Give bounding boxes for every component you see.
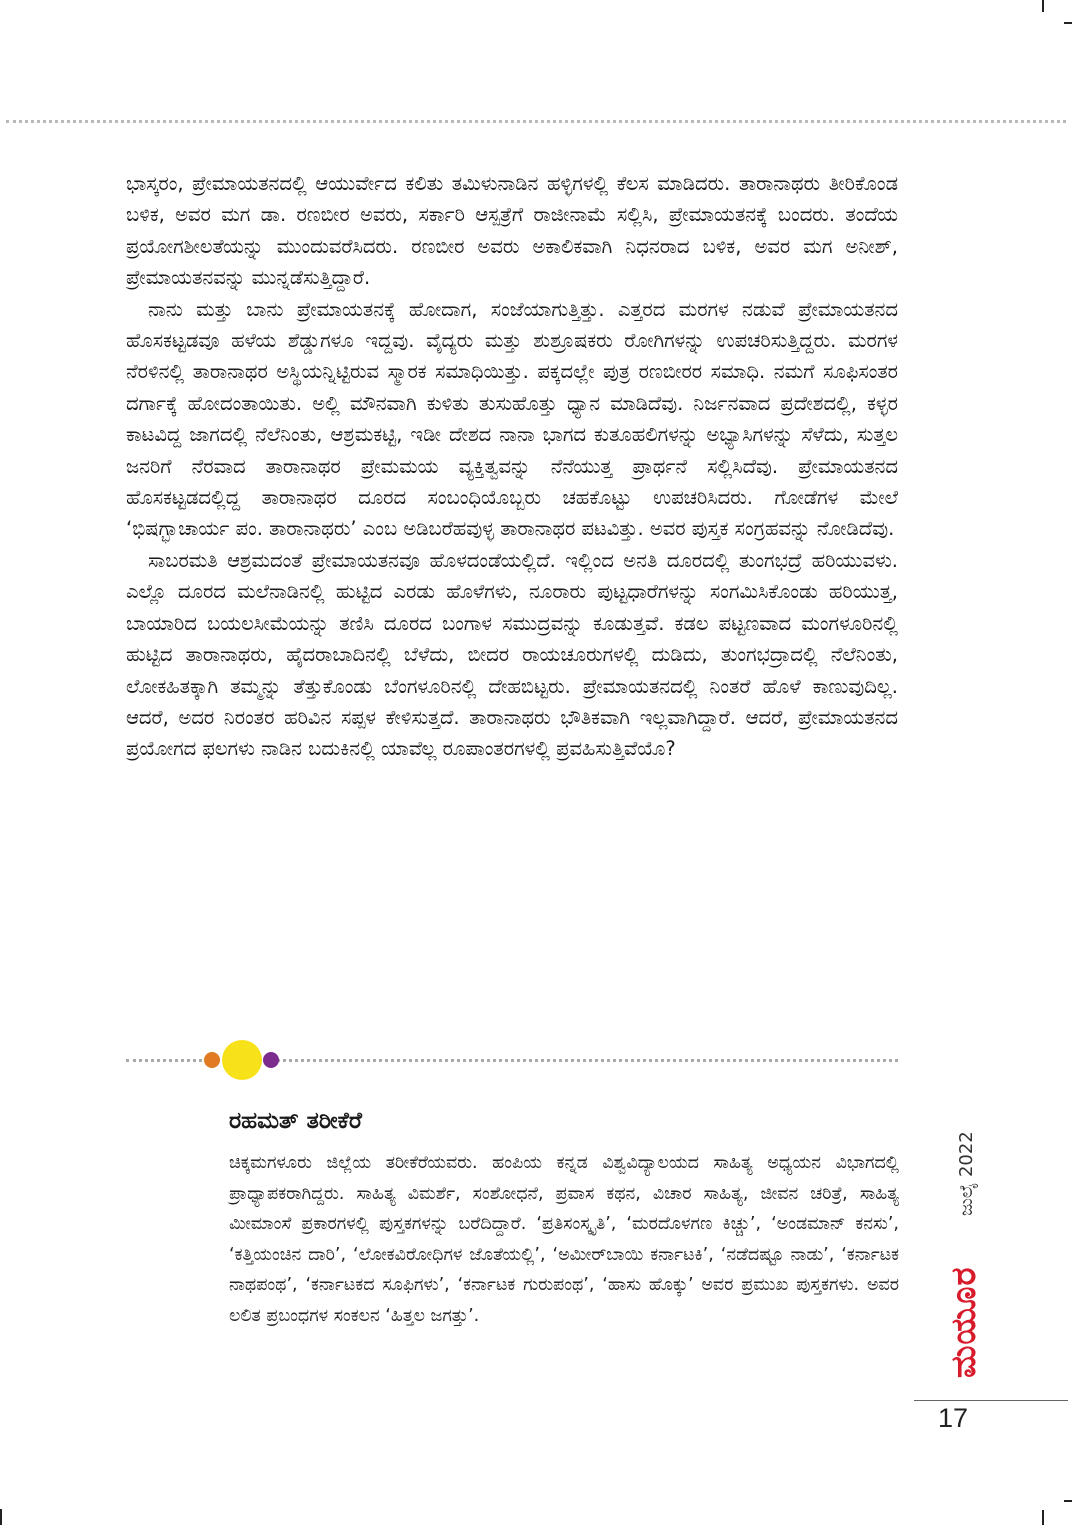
author-bio-block [229,1106,899,1331]
author-bio-text: ಚಿಕ್ಕಮಗಳೂರು ಜಿಲ್ಲೆಯ ತರೀಕೆರೆಯವರು. ಹಂಪಿಯ ಕನ್ನಡ ವಿಶ್ವವಿದ್ಯಾಲಯದ ಸಾಹಿತ್ಯ ಅಧ್ಯಯನ ವಿಭಾಗದಲ್ಲಿ ಪ್ರಾಧ್ಯಾಪಕರಾಗಿದ್ದರು. ಸಾಹಿತ್ಯ ವಿಮರ್ಶೆ, ಸಂಶೋಧನೆ, ಪ್ರವಾಸ ಕಥನ, ವಿಚಾರ ಸಾಹಿತ್ಯ, ಜೀವನ ಚರಿತ್ರೆ, ಸಾಹಿತ್ಯ ಮೀಮಾಂಸೆ ಪ್ರಕಾರಗಳಲ್ಲಿ ಪುಸ್ತಕಗಳನ್ನು ಬರೆದಿದ್ದಾರೆ. ‘ಪ್ರತಿಸಂಸ್ಕೃತಿ’, ‘ಮರದೊಳಗಣ ಕಿಚ್ಚು’, ‘ಅಂಡಮಾನ್ ಕನಸು’, ‘ಕತ್ತಿಯಂಚಿನ ದಾರಿ’, ‘ಲೋಕವಿರೋಧಿಗಳ ಜೊತೆಯಲ್ಲಿ’, ‘ಅಮೀರ್‌ಬಾಯಿ ಕರ್ನಾಟಕಿ’, ‘ನಡೆದಷ್ಟೂ ನಾಡು’, ‘ಕರ್ನಾಟಕ ನಾಥಪಂಥ’, ‘ಕರ್ನಾಟಕದ ಸೂಫಿಗಳು’, ‘ಕರ್ನಾಟಕ ಗುರುಪಂಥ’, ‘ಹಾಸು ಹೊಕ್ಕು’ ಅವರ ಪ್ರಮುಖ ಪುಸ್ತಕಗಳು. ಅವರ ಲಲಿತ ಪ್ರಬಂಧಗಳ ಸಂಕಲನ ‘ಹಿತ್ತಲ ಜಗತ್ತು’. [229,1153,899,1326]
top-dotted-rule [6,120,1066,123]
crop-mark [1064,22,1072,24]
article-paragraph: ಸಾಬರಮತಿ ಆಶ್ರಮದಂತೆ ಪ್ರೇಮಾಯತನವೂ ಹೊಳದಂಡೆಯಲ್ಲಿದೆ. ಇಲ್ಲಿಂದ ಅನತಿ ದೂರದಲ್ಲಿ ತುಂಗಭದ್ರೆ ಹರಿಯುವಳು. ಎಲ್ಲೊ ದೂರದ ಮಲೆನಾಡಿನಲ್ಲಿ ಹುಟ್ಟಿದ ಎರಡು ಹೊಳೆಗಳು, ನೂರಾರು ಪುಟ್ಟಧಾರೆಗಳನ್ನು ಸಂಗಮಿಸಿಕೊಂಡು ಹರಿಯುತ್ತ, ಬಾಯಾರಿದ ಬಯಲಸೀಮೆಯನ್ನು ತಣಿಸಿ ದೂರದ ಬಂಗಾಳ ಸಮುದ್ರವನ್ನು ಕೂಡುತ್ತವೆ. ಕಡಲ ಪಟ್ಟಣವಾದ ಮಂಗಳೂರಿನಲ್ಲಿ ಹುಟ್ಟಿದ ತಾರಾನಾಥರು, ಹೈದರಾಬಾದಿನಲ್ಲಿ ಬೆಳೆದು, ಬೀದರ ರಾಯಚೂರುಗಳಲ್ಲಿ ದುಡಿದು, ತುಂಗಭದ್ರಾದಲ್ಲಿ ನೆಲೆನಿಂತು, ಲೋಕಹಿತಕ್ಕಾಗಿ ತಮ್ಮನ್ನು ತೆತ್ತುಕೊಂಡು ಬೆಂಗಳೂರಿನಲ್ಲಿ ದೇಹಬಿಟ್ಟರು. ಪ್ರೇಮಾಯತನದಲ್ಲಿ ನಿಂತರೆ ಹೊಳೆ ಕಾಣುವುದಿಲ್ಲ. ಆದರೆ, ಅದರ ನಿರಂತರ ಹರಿವಿನ ಸಪ್ಪಳ ಕೇಳಿಸುತ್ತದೆ. ತಾರಾನಾಥರು ಭೌತಿಕವಾಗಿ ಇಲ್ಲವಾಗಿದ್ದಾರೆ. ಆದರೆ, ಪ್ರೇಮಾಯತನದ ಪ್ರಯೋಗದ ಫಲಗಳು ನಾಡಿನ ಬದುಕಿನಲ್ಲಿ ಯಾವೆಲ್ಲ ರೂಪಾಂತರಗಳಲ್ಲಿ ಪ್ರವಹಿಸುತ್ತಿವೆಯೊ? [126,548,898,761]
orange-dot-icon [204,1052,220,1068]
crop-mark [1064,1500,1072,1502]
page-number-rule [914,1400,1068,1401]
article-body [126,168,898,765]
magazine-name: ಮಯೂರ [944,1266,984,1378]
author-name: ರಹಮತ್ ತರೀಕೆರೆ [229,1108,362,1134]
article-paragraph: ಭಾಸ್ಕರಂ, ಪ್ರೇಮಾಯತನದಲ್ಲಿ ಆಯುರ್ವೇದ ಕಲಿತು ತಮಿಳುನಾಡಿನ ಹಳ್ಳಿಗಳಲ್ಲಿ ಕೆಲಸ ಮಾಡಿದರು. ತಾರಾನಾಥರು ತೀರಿಕೊಂಡ ಬಳಿಕ, ಅವರ ಮಗ ಡಾ. ರಣಬೀರ ಅವರು, ಸರ್ಕಾರಿ ಆಸ್ಪತ್ರೆಗೆ ರಾಜೀನಾಮೆ ಸಲ್ಲಿಸಿ, ಪ್ರೇಮಾಯತನಕ್ಕೆ ಬಂದರು. ತಂದೆಯ ಪ್ರಯೋಗಶೀಲತೆಯನ್ನು ಮುಂದುವರೆಸಿದರು. ರಣಬೀರ ಅವರು ಅಕಾಲಿಕವಾಗಿ ನಿಧನರಾದ ಬಳಿಕ, ಅವರ ಮಗ ಅನೀಶ್, ಪ್ರೇಮಾಯತನವನ್ನು ಮುನ್ನಡೆಸುತ್ತಿದ್ದಾರೆ. [126,172,898,290]
issue-month: ಜುಲೈ 2022 [956,1131,977,1216]
section-divider [126,1040,898,1080]
yellow-dot-icon [222,1040,262,1080]
crop-mark [1042,1510,1044,1525]
crop-mark [0,1509,2,1525]
crop-mark [1042,0,1044,12]
page-number: 17 [938,1403,969,1433]
purple-dot-icon [263,1052,279,1068]
article-paragraph: ನಾನು ಮತ್ತು ಬಾನು ಪ್ರೇಮಾಯತನಕ್ಕೆ ಹೋದಾಗ, ಸಂಜೆಯಾಗುತ್ತಿತ್ತು. ಎತ್ತರದ ಮರಗಳ ನಡುವೆ ಪ್ರೇಮಾಯತನದ ಹೊಸಕಟ್ಟಡವೂ ಹಳೆಯ ಶೆಡ್ಡುಗಳೂ ಇದ್ದವು. ವೈದ್ಯರು ಮತ್ತು ಶುಶ್ರೂಷಕರು ರೋಗಿಗಳನ್ನು ಉಪಚರಿಸುತ್ತಿದ್ದರು. ಮರಗಳ ನೆರಳಿನಲ್ಲಿ ತಾರಾನಾಥರ ಅಸ್ಥಿಯನ್ನಿಟ್ಟಿರುವ ಸ್ಮಾರಕ ಸಮಾಧಿಯಿತ್ತು. ಪಕ್ಕದಲ್ಲೇ ಪುತ್ರ ರಣಬೀರರ ಸಮಾಧಿ. ನಮಗೆ ಸೂಫಿಸಂತರ ದರ್ಗಾಕ್ಕೆ ಹೋದಂತಾಯಿತು. ಅಲ್ಲಿ ಮೌನವಾಗಿ ಕುಳಿತು ತುಸುಹೊತ್ತು ಧ್ಯಾನ ಮಾಡಿದೆವು. ನಿರ್ಜನವಾದ ಪ್ರದೇಶದಲ್ಲಿ, ಕಳ್ಳರ ಕಾಟವಿದ್ದ ಜಾಗದಲ್ಲಿ ನೆಲೆನಿಂತು, ಆಶ್ರಮಕಟ್ಟಿ, ಇಡೀ ದೇಶದ ನಾನಾ ಭಾಗದ ಕುತೂಹಲಿಗಳನ್ನು ಅಭ್ಯಾಸಿಗಳನ್ನು ಸೆಳೆದು, ಸುತ್ತಲ ಜನರಿಗೆ ನೆರವಾದ ತಾರಾನಾಥರ ಪ್ರೇಮಮಯ ವ್ಯಕ್ತಿತ್ವವನ್ನು ನೆನೆಯುತ್ತ ಪ್ರಾರ್ಥನೆ ಸಲ್ಲಿಸಿದೆವು. ಪ್ರೇಮಾಯತನದ ಹೊಸಕಟ್ಟಡದಲ್ಲಿದ್ದ ತಾರಾನಾಥರ ದೂರದ ಸಂಬಂಧಿಯೊಬ್ಬರು ಚಹಕೊಟ್ಟು ಉಪಚರಿಸಿದರು. ಗೋಡೆಗಳ ಮೇಲೆ ‘ಭಿಷಗ್ಭಾಚಾರ್ಯ ಪಂ. ತಾರಾನಾಥರು’ ಎಂಬ ಅಡಿಬರೆಹವುಳ್ಳ ತಾರಾನಾಥರ ಪಟವಿತ್ತು. ಅವರ ಪುಸ್ತಕ ಸಂಗ್ರಹವನ್ನು ನೋಡಿದೆವು. [126,297,898,541]
